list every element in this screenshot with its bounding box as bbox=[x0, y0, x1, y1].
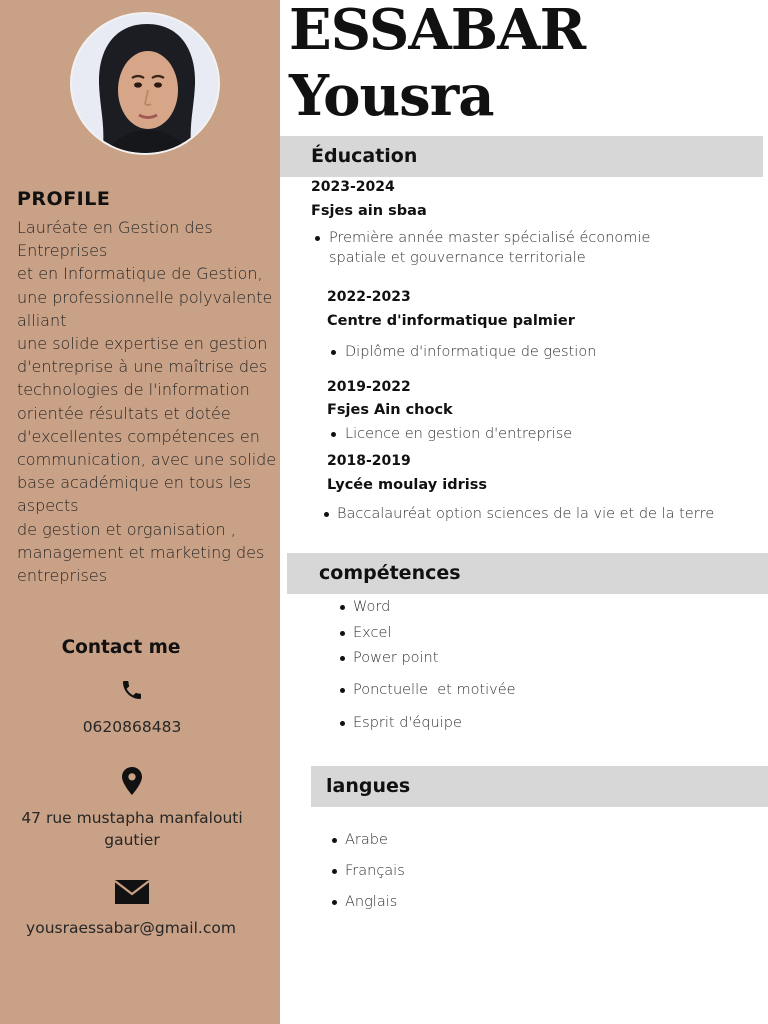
education-school: Centre d'informatique palmier bbox=[327, 313, 575, 329]
education-school: Lycée moulay idriss bbox=[327, 477, 487, 493]
education-item: Baccalauréat option sciences de la vie et de la terre bbox=[337, 506, 715, 522]
skill-item: Power point bbox=[353, 650, 439, 666]
education-years: 2018-2019 bbox=[327, 453, 411, 469]
language-item: Arabe bbox=[345, 832, 388, 848]
skill-item: Excel bbox=[353, 625, 392, 641]
avatar bbox=[70, 12, 220, 155]
education-item: Licence en gestion d'entreprise bbox=[345, 426, 573, 442]
bullet bbox=[340, 688, 345, 693]
address bbox=[0, 807, 264, 851]
languages-heading: langues bbox=[326, 775, 411, 797]
bullet bbox=[340, 656, 345, 661]
email-address: yousraessabar@gmail.com bbox=[26, 919, 236, 937]
sidebar bbox=[0, 0, 280, 1024]
skills-section-header bbox=[287, 553, 768, 594]
bullet bbox=[340, 721, 345, 726]
education-school: Fsjes ain sbaa bbox=[311, 203, 427, 219]
education-years: 2019-2022 bbox=[327, 379, 411, 395]
skill-item: Ponctuelle et motivée bbox=[353, 682, 516, 698]
education-heading: Éducation bbox=[311, 145, 418, 167]
first-name: Yousra bbox=[289, 63, 494, 129]
bullet bbox=[340, 605, 345, 610]
last-name: ESSABAR bbox=[289, 0, 586, 63]
education-years: 2022-2023 bbox=[327, 289, 411, 305]
education-item-line-2: spatiale et gouvernance territoriale bbox=[329, 250, 586, 266]
phone-icon bbox=[120, 676, 144, 708]
education-section-header bbox=[280, 136, 763, 177]
mail-icon bbox=[114, 879, 150, 909]
languages-section-header bbox=[311, 766, 768, 807]
bullet bbox=[340, 631, 345, 636]
bullet bbox=[331, 350, 336, 355]
address-line-1: 47 rue mustapha manfalouti bbox=[21, 809, 243, 827]
skill-item: Esprit d'équipe bbox=[353, 715, 462, 731]
bullet bbox=[324, 512, 329, 517]
profile-summary: Lauréate en Gestion des Entreprises et en Informatique de Gestion, une professionnelle polyvalente alliant une solide expertise en gestion d'entreprise à une maîtrise des technologies de l'information orientée résultats et dotée d'excellentes compétences en communication, avec une solide base académique en tous les aspects de gestion et organisation , management et marketing des entreprises bbox=[17, 218, 277, 586]
language-item: Anglais bbox=[345, 894, 398, 910]
contact-heading: Contact me bbox=[61, 637, 181, 658]
bullet bbox=[332, 838, 337, 843]
address-line-2: gautier bbox=[104, 831, 160, 849]
education-years: 2023-2024 bbox=[311, 179, 395, 195]
bullet bbox=[331, 432, 336, 437]
education-item: Diplôme d'informatique de gestion bbox=[345, 344, 597, 360]
bullet bbox=[332, 900, 337, 905]
skill-item: Word bbox=[353, 599, 391, 615]
bullet bbox=[332, 869, 337, 874]
profile-heading: PROFILE bbox=[17, 188, 111, 210]
education-item-line-1: Première année master spécialisé économie bbox=[329, 230, 651, 246]
bullet bbox=[315, 236, 320, 241]
phone-number: 0620868483 bbox=[82, 718, 182, 736]
language-item: Français bbox=[345, 863, 405, 879]
education-school: Fsjes Ain chock bbox=[327, 402, 453, 418]
skills-heading: compétences bbox=[319, 562, 461, 584]
profile-photo bbox=[72, 14, 220, 155]
location-pin-icon bbox=[120, 766, 144, 800]
